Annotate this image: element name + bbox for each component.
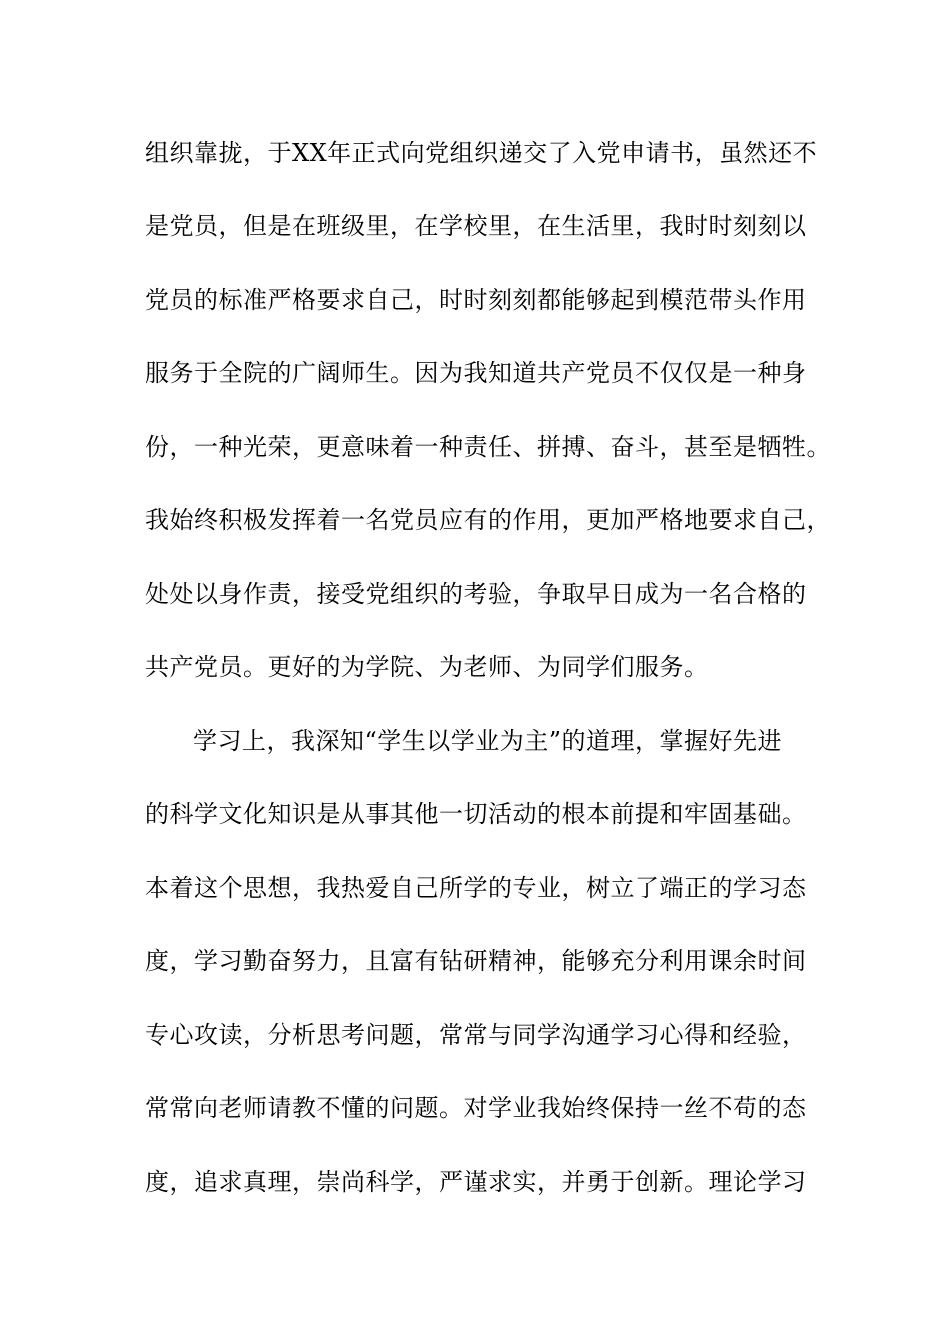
text-line: 份，一种光荣，更意味着一种责任、拼搏、奋斗，甚至是牺牲。 bbox=[145, 433, 831, 461]
text-line: 常常向老师请教不懂的问题。对学业我始终保持一丝不苟的态 bbox=[145, 1094, 807, 1122]
text-line: 是党员，但是在班级里，在学校里，在生活里，我时时刻刻以 bbox=[145, 212, 807, 240]
paragraph-first-line: 学习上，我深知“学生以学业为主”的道理，掌握好先进 bbox=[193, 727, 783, 755]
text-line: 度，追求真理，崇尚科学，严谨求实，并勇于创新。理论学习 bbox=[145, 1168, 807, 1196]
text-line: 服务于全院的广阔师生。因为我知道共产党员不仅仅是一种身 bbox=[145, 359, 807, 387]
text-line: 党员的标准严格要求自己，时时刻刻都能够起到模范带头作用 bbox=[145, 286, 807, 314]
text-line: 共产党员。更好的为学院、为老师、为同学们服务。 bbox=[145, 653, 709, 681]
text-line: 组织靠拢，于XX年正式向党组织递交了入党申请书，虽然还不 bbox=[145, 139, 818, 167]
text-line: 本着这个思想，我热爱自己所学的专业，树立了端正的学习态 bbox=[145, 874, 807, 902]
text-line: 专心攻读，分析思考问题，常常与同学沟通学习心得和经验， bbox=[145, 1021, 807, 1049]
text-line: 的科学文化知识是从事其他一切活动的根本前提和牢固基础。 bbox=[145, 800, 807, 828]
text-line: 度，学习勤奋努力，且富有钻研精神，能够充分利用课余时间 bbox=[145, 947, 807, 975]
text-line: 处处以身作责，接受党组织的考验，争取早日成为一名合格的 bbox=[145, 580, 807, 608]
text-line: 我始终积极发挥着一名党员应有的作用，更加严格地要求自己， bbox=[145, 506, 831, 534]
